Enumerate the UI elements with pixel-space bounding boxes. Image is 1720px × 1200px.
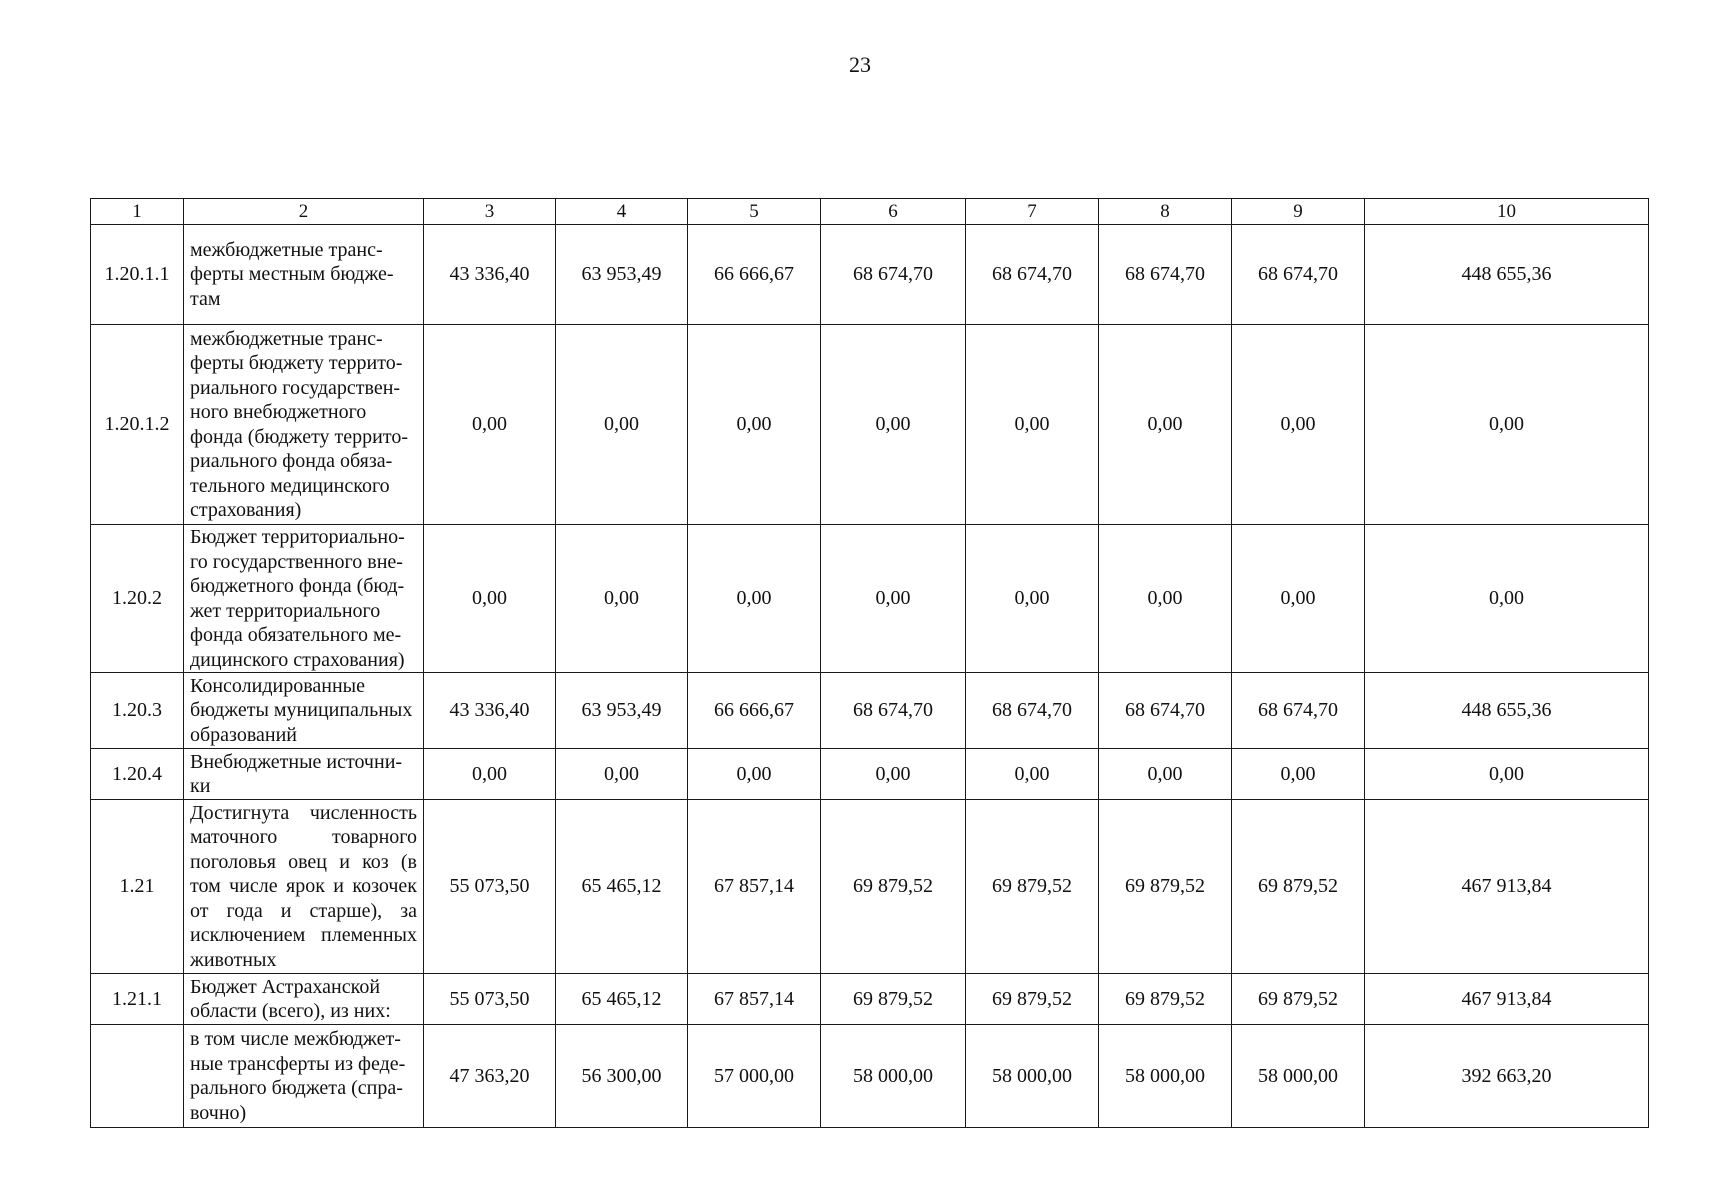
row-description: Бюджет Астраханской области (всего), из них: xyxy=(184,974,424,1025)
table-row xyxy=(91,749,1649,800)
row-description: в том числе межбюджет- ные трансферты из феде- рального бюджета (спра- вочно) xyxy=(184,1025,424,1128)
row-value: 68 674,70 xyxy=(821,673,966,749)
row-description: Консолидированные бюджеты муниципальных образований xyxy=(184,673,424,749)
row-value: 69 879,52 xyxy=(1099,800,1232,974)
row-value: 67 857,14 xyxy=(688,800,821,974)
column-header: 8 xyxy=(1099,199,1232,225)
row-value: 69 879,52 xyxy=(1099,974,1232,1025)
row-value: 0,00 xyxy=(966,749,1099,800)
table-row xyxy=(91,525,1649,673)
row-value: 68 674,70 xyxy=(1099,225,1232,325)
row-value: 68 674,70 xyxy=(966,225,1099,325)
row-value: 0,00 xyxy=(1365,325,1649,525)
row-description: Достигнута численность маточного товарного поголовья овец и коз (в том числе ярок и козочек от года и старше), за исключением племенных животных xyxy=(184,800,424,974)
row-value: 0,00 xyxy=(424,525,556,673)
row-value: 66 666,67 xyxy=(688,225,821,325)
row-code: 1.20.1.2 xyxy=(91,325,184,525)
row-value: 63 953,49 xyxy=(556,225,688,325)
row-value: 467 913,84 xyxy=(1365,800,1649,974)
row-description: Бюджет территориально- го государственного вне- бюджетного фонда (бюд- жет территориального фонда обязательного ме- дицинского страхования) xyxy=(184,525,424,673)
row-value: 0,00 xyxy=(1232,525,1365,673)
table-row xyxy=(91,800,1649,974)
row-value: 0,00 xyxy=(821,749,966,800)
row-value: 69 879,52 xyxy=(1232,800,1365,974)
row-value: 0,00 xyxy=(556,525,688,673)
row-code xyxy=(91,1025,184,1128)
row-value: 0,00 xyxy=(424,749,556,800)
row-value: 448 655,36 xyxy=(1365,673,1649,749)
column-header: 10 xyxy=(1365,199,1649,225)
row-value: 43 336,40 xyxy=(424,225,556,325)
column-header: 9 xyxy=(1232,199,1365,225)
row-value: 0,00 xyxy=(821,525,966,673)
row-value: 0,00 xyxy=(821,325,966,525)
row-value: 0,00 xyxy=(1232,325,1365,525)
row-value: 0,00 xyxy=(556,325,688,525)
table-row xyxy=(91,673,1649,749)
column-header: 4 xyxy=(556,199,688,225)
row-description: Внебюджетные источни- ки xyxy=(184,749,424,800)
row-value: 55 073,50 xyxy=(424,800,556,974)
row-value: 58 000,00 xyxy=(821,1025,966,1128)
row-value: 0,00 xyxy=(688,325,821,525)
row-value: 56 300,00 xyxy=(556,1025,688,1128)
row-value: 58 000,00 xyxy=(1099,1025,1232,1128)
row-value: 68 674,70 xyxy=(966,673,1099,749)
row-value: 69 879,52 xyxy=(821,974,966,1025)
row-value: 0,00 xyxy=(688,749,821,800)
table-row xyxy=(91,225,1649,325)
row-value: 68 674,70 xyxy=(1099,673,1232,749)
row-value: 68 674,70 xyxy=(821,225,966,325)
row-value: 448 655,36 xyxy=(1365,225,1649,325)
row-value: 63 953,49 xyxy=(556,673,688,749)
column-header: 2 xyxy=(184,199,424,225)
row-value: 392 663,20 xyxy=(1365,1025,1649,1128)
table-row xyxy=(91,325,1649,525)
row-value: 0,00 xyxy=(1365,749,1649,800)
row-value: 0,00 xyxy=(1365,525,1649,673)
row-description: межбюджетные транс- ферты местным бюдже- там xyxy=(184,225,424,325)
row-value: 0,00 xyxy=(1232,749,1365,800)
page-number: 23 xyxy=(849,52,871,77)
row-value: 0,00 xyxy=(424,325,556,525)
row-code: 1.20.2 xyxy=(91,525,184,673)
row-value: 65 465,12 xyxy=(556,800,688,974)
header-row xyxy=(91,199,1649,225)
row-code: 1.20.4 xyxy=(91,749,184,800)
row-value: 467 913,84 xyxy=(1365,974,1649,1025)
table-row xyxy=(91,1025,1649,1128)
column-header: 5 xyxy=(688,199,821,225)
row-value: 0,00 xyxy=(1099,749,1232,800)
column-header: 3 xyxy=(424,199,556,225)
table-row xyxy=(91,974,1649,1025)
row-code: 1.20.3 xyxy=(91,673,184,749)
row-value: 58 000,00 xyxy=(966,1025,1099,1128)
budget-table xyxy=(90,198,1649,1128)
row-value: 69 879,52 xyxy=(966,974,1099,1025)
row-value: 67 857,14 xyxy=(688,974,821,1025)
row-value: 0,00 xyxy=(1099,525,1232,673)
row-value: 55 073,50 xyxy=(424,974,556,1025)
row-value: 0,00 xyxy=(966,525,1099,673)
row-value: 58 000,00 xyxy=(1232,1025,1365,1128)
row-value: 43 336,40 xyxy=(424,673,556,749)
row-value: 65 465,12 xyxy=(556,974,688,1025)
row-value: 69 879,52 xyxy=(966,800,1099,974)
row-value: 0,00 xyxy=(688,525,821,673)
row-description: межбюджетные транс- ферты бюджету террито- риального государствен- ного внебюджетного фонда (бюджету террито- риального фонда обяза- тельного медицинского страхования) xyxy=(184,325,424,525)
row-code: 1.20.1.1 xyxy=(91,225,184,325)
row-value: 0,00 xyxy=(966,325,1099,525)
column-header: 7 xyxy=(966,199,1099,225)
row-value: 69 879,52 xyxy=(821,800,966,974)
row-value: 0,00 xyxy=(556,749,688,800)
row-code: 1.21.1 xyxy=(91,974,184,1025)
row-value: 69 879,52 xyxy=(1232,974,1365,1025)
column-header: 1 xyxy=(91,199,184,225)
row-value: 68 674,70 xyxy=(1232,673,1365,749)
row-value: 57 000,00 xyxy=(688,1025,821,1128)
row-value: 0,00 xyxy=(1099,325,1232,525)
row-value: 68 674,70 xyxy=(1232,225,1365,325)
row-code: 1.21 xyxy=(91,800,184,974)
column-header: 6 xyxy=(821,199,966,225)
row-value: 66 666,67 xyxy=(688,673,821,749)
row-value: 47 363,20 xyxy=(424,1025,556,1128)
